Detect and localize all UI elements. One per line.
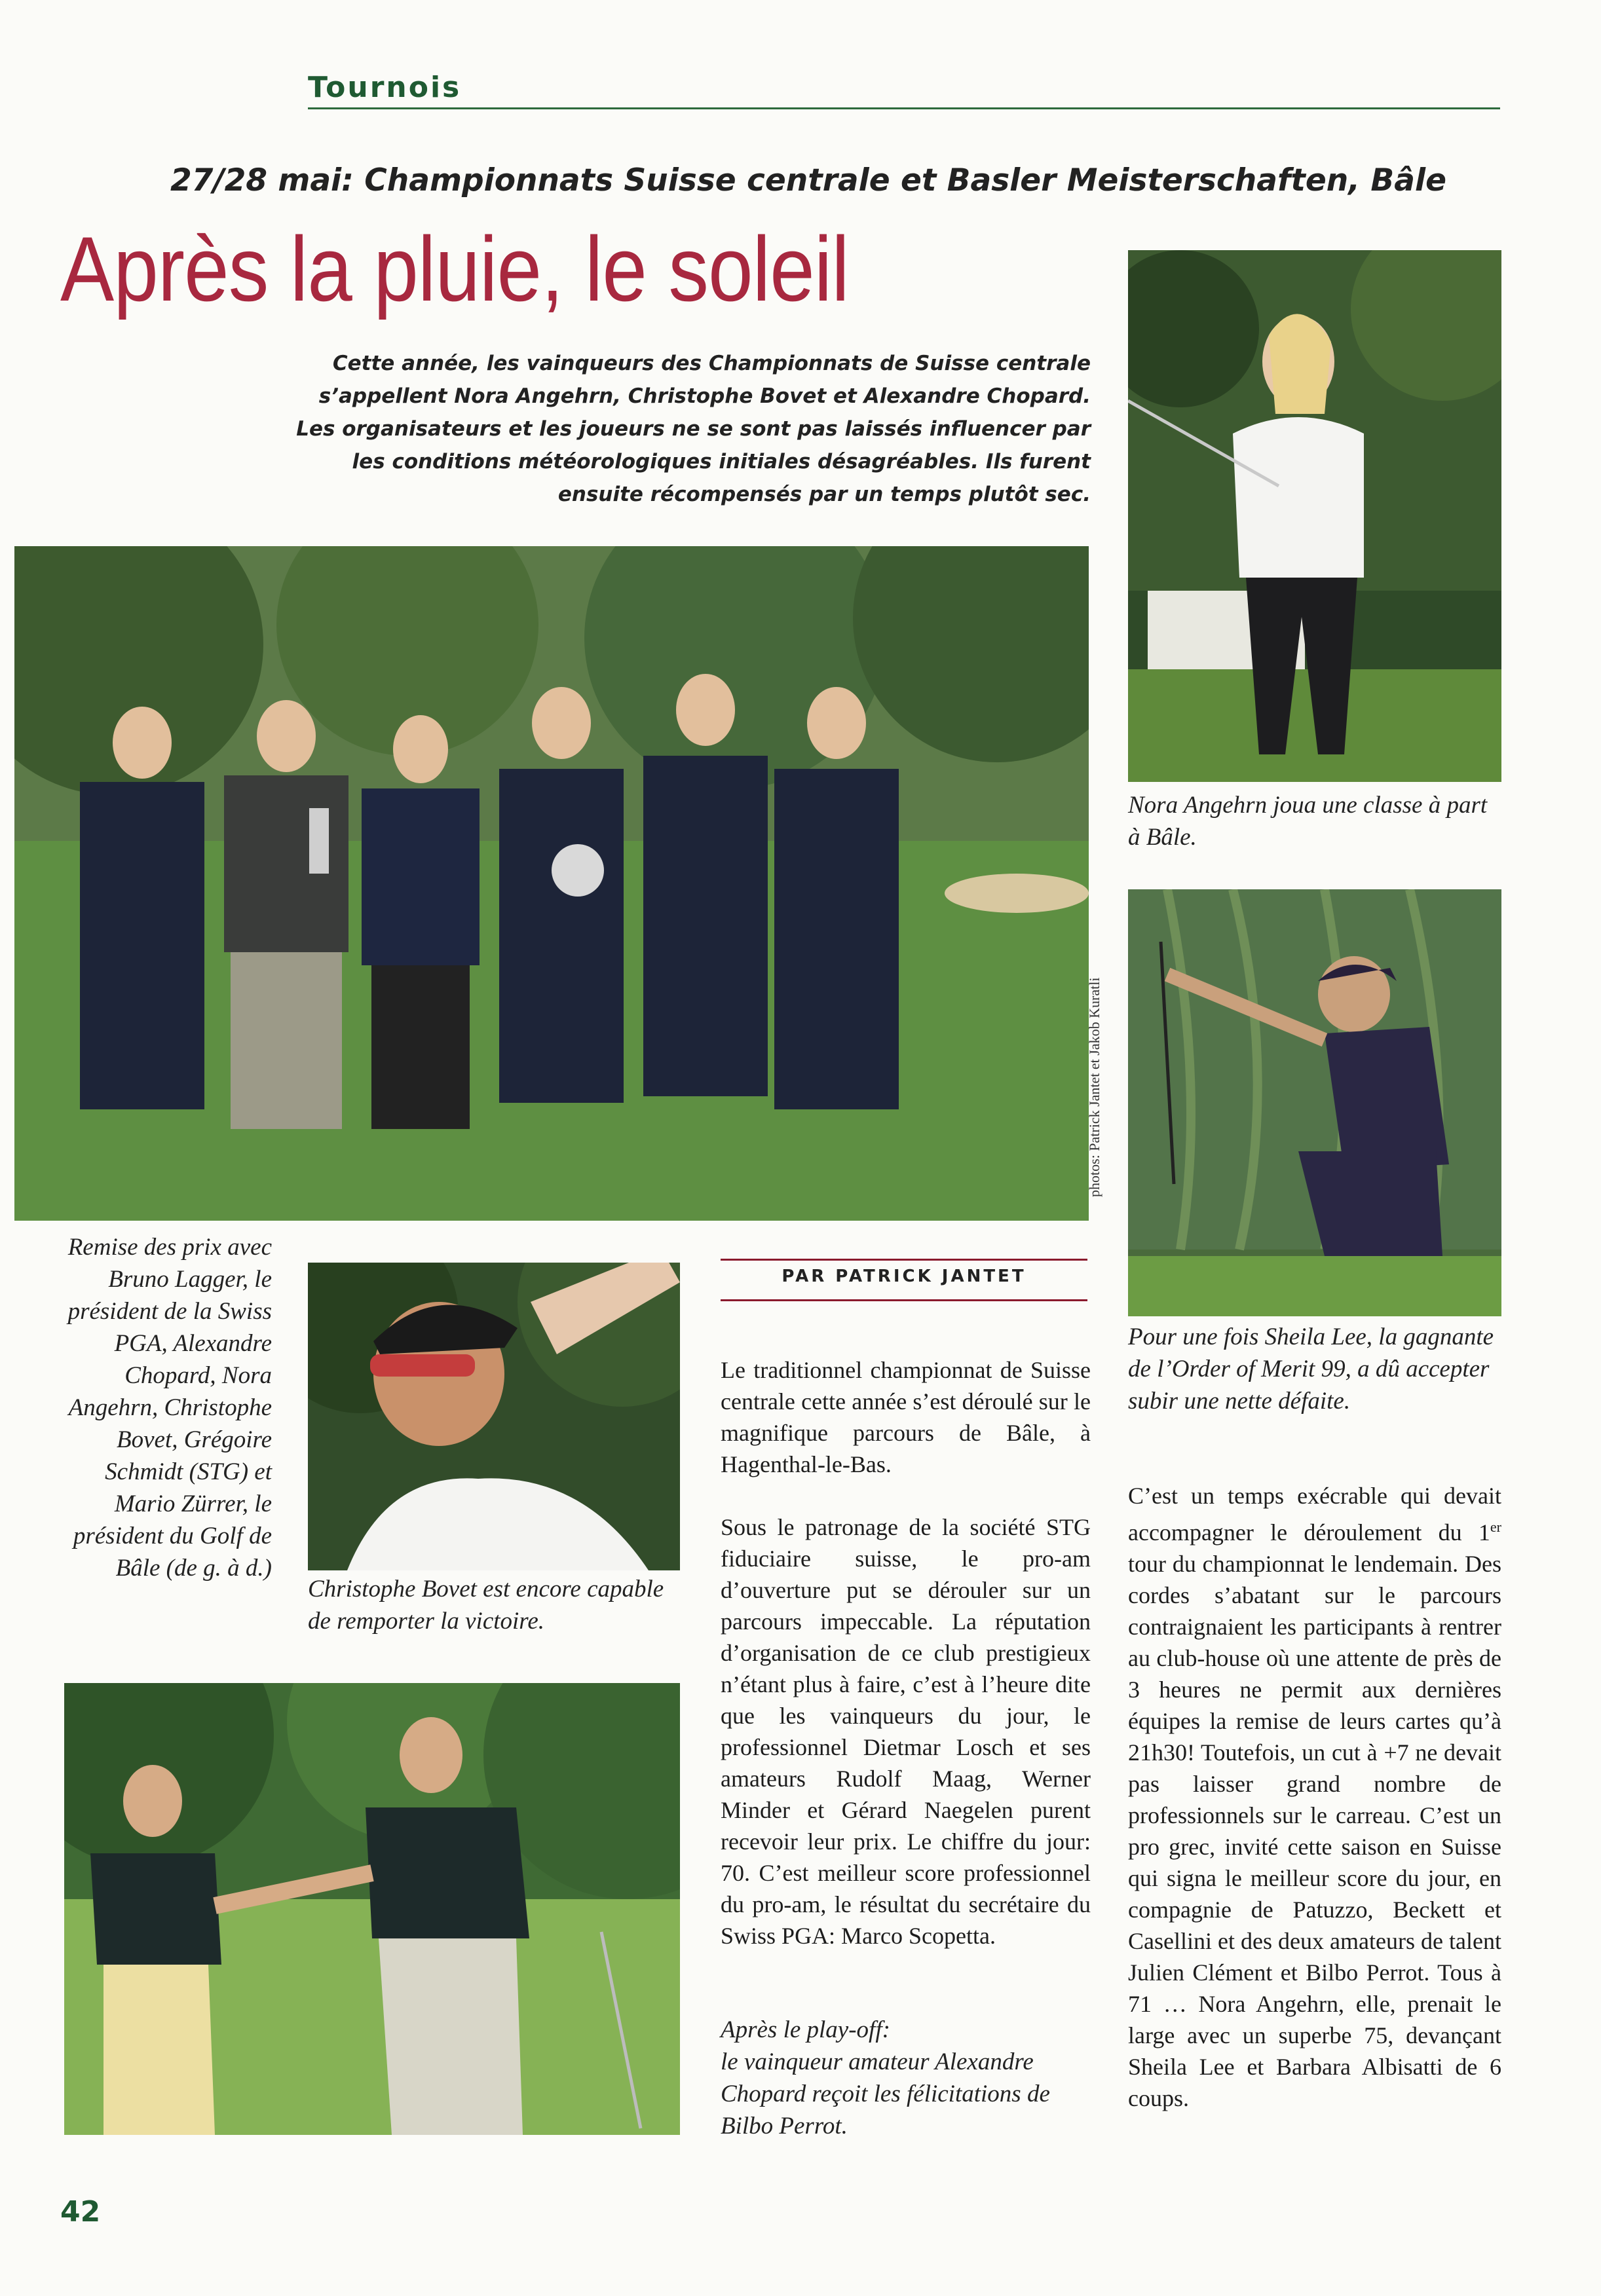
article-intro: Cette année, les vainqueurs des Championnats de Suisse centrale s’appellent Nora Angehrn, Christophe Bovet et Alexandre Chopard. Les organisateurs et les joueurs ne se sont pas laissés influencer par les conditions météorologiques initiales désagréables. Ils furent ensuite récompensés par un temps plutôt sec. — [296, 352, 1091, 506]
photo-christophe-bovet — [308, 1263, 680, 1570]
caption-prize-giving: Remise des prix avec Bruno Lagger, le président de la Swiss PGA, Alexandre Chopard, Nora Angehrn, Christophe Bovet, Grégoire Schmidt (STG) et Mario Zürrer, le président du Golf de Bâle (de g. à d.) — [67, 1234, 272, 1582]
section-label: Tournois — [308, 71, 462, 104]
photo-playoff-handshake — [64, 1683, 680, 2135]
article-paragraph-3-start: C’est un temps exécrable qui devait accompagner le déroulement du 1 — [1128, 1483, 1501, 1546]
caption-playoff-text: le vainqueur amateur Alexandre Chopard reçoit les félicitations de Bilbo Perrot. — [721, 2048, 1050, 2139]
article-paragraph-3 — [1128, 1480, 1501, 2114]
article-paragraph-2: Sous le patronage de la société STG fiduciaire suisse, le pro-am d’ouverture put se dérouler sur un parcours impeccable. La réputation d’organisation de ce club prestigieux n’étant plus à faire, c’est à l’heure dite que les vainqueurs du jour, le professionnel Dietmar Losch et ses amateurs Rudolf Maag, Werner Minder et Gérard Naegelen purent recevoir leur prix. Le chiffre du jour: 70. C’est meilleur score professionnel du pro-am, le résultat du secrétaire du Swiss PGA: Marco Scopetta. — [721, 1514, 1091, 1949]
page-number: 42 — [60, 2195, 101, 2229]
article-paragraph-1: Le traditionnel championnat de Suisse centrale cette année s’est déroulé sur le magnifique parcours de Bâle, à Hagenthal-le-Bas. — [721, 1357, 1091, 1477]
event-kicker: 27/28 mai: Championnats Suisse centrale et Basler Meisterschaften, Bâle — [170, 162, 1446, 198]
caption-playoff — [721, 2014, 1094, 2142]
article-column-1 — [721, 1354, 1091, 1983]
article-title: Après la pluie, le soleil — [60, 217, 849, 320]
photo-nora-angehrn — [1128, 250, 1501, 782]
byline-rule-top — [721, 1259, 1087, 1261]
caption-playoff-lead: Après le play-off: — [721, 2016, 890, 2043]
byline-rule-bottom — [721, 1299, 1087, 1301]
photo-sheila-lee — [1128, 889, 1501, 1316]
byline: PAR PATRICK JANTET — [782, 1267, 1027, 1286]
photo-prize-giving — [14, 546, 1089, 1221]
photo-credit: photos: Patrick Jantet et Jakob Kuratli — [1086, 977, 1102, 1197]
caption-nora: Nora Angehrn joua une classe à part à Bâle. — [1128, 792, 1488, 851]
caption-sheila: Pour une fois Sheila Lee, la gagnante de l’Order of Merit 99, a dû accepter subir une nette défaite. — [1128, 1324, 1494, 1415]
article-paragraph-3-rest: tour du championnat le lendemain. Des cordes s’abatant sur le parcours contraignaient les participants à rentrer au club-house où une attente de près de 3 heures ne permit aux dernières équipes la remise de leurs cartes qu’à 21h30! Toutefois, un cut à +7 ne devait pas laisser grand nombre de professionnels sur le carreau. C’est un pro grec, invité cette saison en Suisse qui signa le meilleur score du jour, en compagnie de Patuzzo, Beckett et Casellini et des deux amateurs de talent Julien Clément et Bilbo Perrot. Tous à 71 … Nora Angehrn, elle, prenait le large avec un superbe 75, devançant Sheila Lee et Barbara Albisatti de 6 coups. — [1128, 1551, 1501, 2111]
article-paragraph-3-superscript: er — [1490, 1519, 1501, 1535]
section-rule — [308, 107, 1500, 109]
article-column-2 — [1128, 1480, 1501, 2145]
caption-bovet: Christophe Bovet est encore capable de remporter la victoire. — [308, 1576, 664, 1635]
